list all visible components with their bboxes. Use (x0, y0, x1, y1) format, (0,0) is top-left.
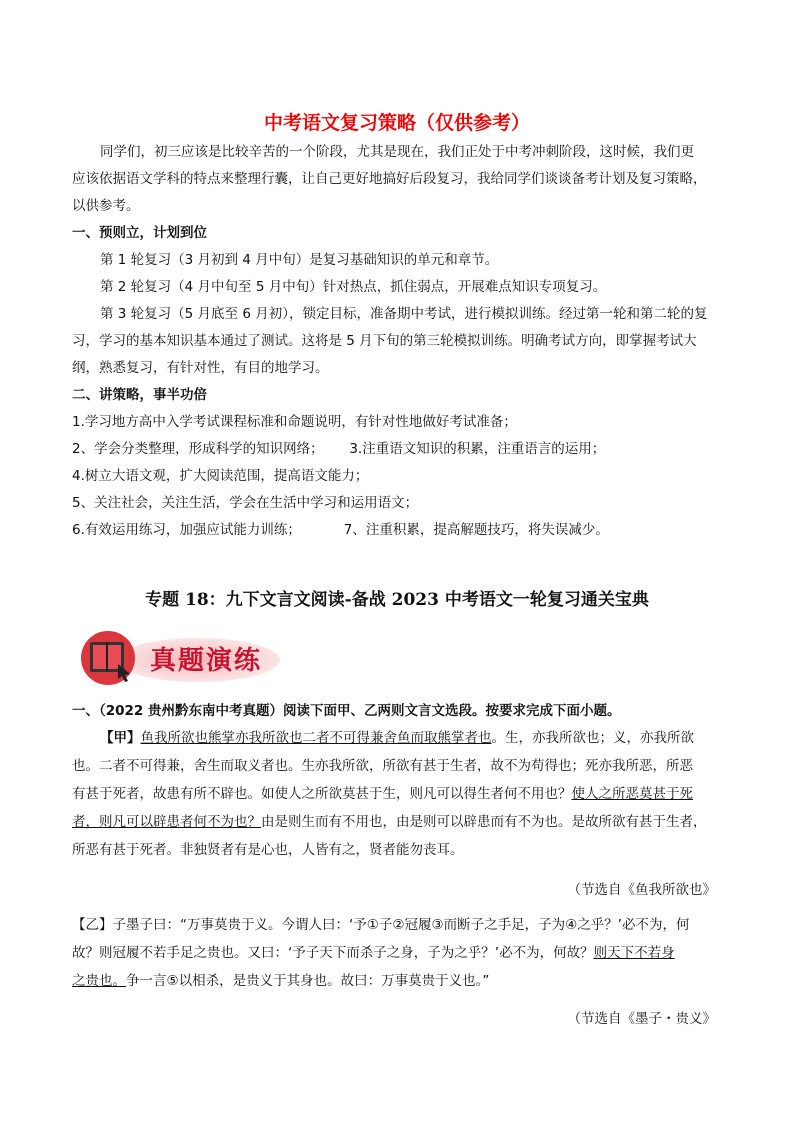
round-1-text: 第 1 轮复习（3 月初到 4 月中旬）是复习基础知识的单元和章节。 (100, 252, 499, 268)
intro-line-1: 同学们，初三应该是比较辛苦的一个阶段，尤其是现在，我们正处于中考冲刺阶段，这时候，我们更 (100, 144, 694, 160)
banner-text: 真题演练 (150, 646, 263, 676)
yi-line-1: 【乙】子墨子曰：“万事莫贵于义。今谓人曰：‘予①子②冠履③而断子之手足，子为④之乎？’必不为，何 (72, 917, 690, 933)
jia-line-4 (72, 809, 707, 836)
topic-heading: 专题 18：九下文言文阅读-备战 2023 中考语文一轮复习通关宝典 (145, 590, 649, 610)
underlined-sentence: 之贵也。 (72, 973, 126, 989)
underlined-sentence: 者，则凡可以辟患者何不为也？ (72, 814, 261, 830)
jia-line-2: 也。二者不可得兼，舍生而取义者也。生亦我所欲，所欲有甚于生者，故不为苟得也；死亦我所恶，所恶 (72, 758, 693, 774)
underlined-sentence: 鱼我所欲也熊掌亦我所欲也二者不可得兼舍鱼而取熊掌者也 (140, 730, 492, 746)
intro-line-2: 应该依据语文学科的特点来整理行囊，让自己更好地搞好后段复习，我给同学们谈谈备考计划及复习策略， (72, 171, 707, 187)
jia-text: 有甚于死者，故患有所不辟也。如使人之所欲莫甚于生，则凡可以得生者何不用也？ (72, 786, 572, 802)
yi-line-2 (72, 940, 675, 967)
jia-label: 【甲】 (100, 730, 141, 746)
strategy-item: 6.有效运用练习，加强应试能力训练； 7、注重积累，提高解题技巧，将失误减少。 (72, 522, 609, 538)
zhenti-banner (78, 628, 288, 688)
yi-text: 故？则冠履不若手足之贵也。又曰：‘予子天下而杀子之身，子为之乎？’必不为，何故？ (72, 945, 594, 961)
yi-text: 争一言⑤以相杀，是贵义于其身也。故曰：万事莫贵于义也。” (126, 973, 490, 989)
round-3-line-2: 习，学习的基本知识基本通过了测试。这将是 5 月下旬的第三轮模拟训练。明确考试方向，即掌握考试大 (72, 333, 697, 349)
jia-text: 由是则生而有不用也，由是则可以辟患而有不为也。是故所欲有甚于生者， (261, 814, 707, 830)
strategy-item: 1.学习地方高中入学考试课程标准和命题说明，有针对性地做好考试准备； (72, 414, 517, 430)
round-3-line-1: 第 3 轮复习（5 月底至 6 月初），锁定目标，准备期中考试，进行模拟训练。经过第一轮和第二轮的复 (100, 306, 708, 322)
question-prompt: 一、（2022 贵州黔东南中考真题）阅读下面甲、乙两则文言文选段。按要求完成下面小题。 (72, 703, 621, 719)
underlined-sentence: 使人之所恶莫甚于死 (571, 786, 693, 802)
jia-line-1 (100, 725, 694, 752)
yi-line-3 (72, 968, 489, 995)
jia-source: （节选自《鱼我所欲也》 (567, 882, 716, 898)
underlined-sentence: 则天下不若身 (593, 945, 675, 961)
section-heading: 二、讲策略，事半功倍 (72, 387, 207, 403)
jia-line-5: 所恶有甚于死者。非独贤者有是心也，人皆有之，贤者能勿丧耳。 (72, 842, 464, 858)
section-heading: 一、预则立，计划到位 (72, 225, 207, 241)
yi-source: （节选自《墨子・贵义》 (567, 1011, 716, 1027)
page-title: 中考语文复习策略（仅供参考） (263, 112, 530, 134)
round-3-line-3: 纲，熟悉复习，有针对性，有目的地学习。 (72, 360, 329, 376)
jia-line-3 (72, 781, 693, 808)
strategy-item: 4.树立大语文观，扩大阅读范围，提高语文能力； (72, 468, 369, 484)
strategy-item: 5、关注社会，关注生活，学会在生活中学习和运用语文； (72, 495, 419, 511)
intro-line-3: 以供参考。 (72, 198, 140, 214)
jia-text: 。生，亦我所欲也；义，亦我所欲 (491, 730, 694, 746)
strategy-item: 2、学会分类整理，形成科学的知识网络； 3.注重语文知识的积累，注重语言的运用； (72, 441, 606, 457)
round-2-text: 第 2 轮复习（4 月中旬至 5 月中旬）针对热点，抓住弱点，开展难点知识专项复习。 (100, 279, 607, 295)
